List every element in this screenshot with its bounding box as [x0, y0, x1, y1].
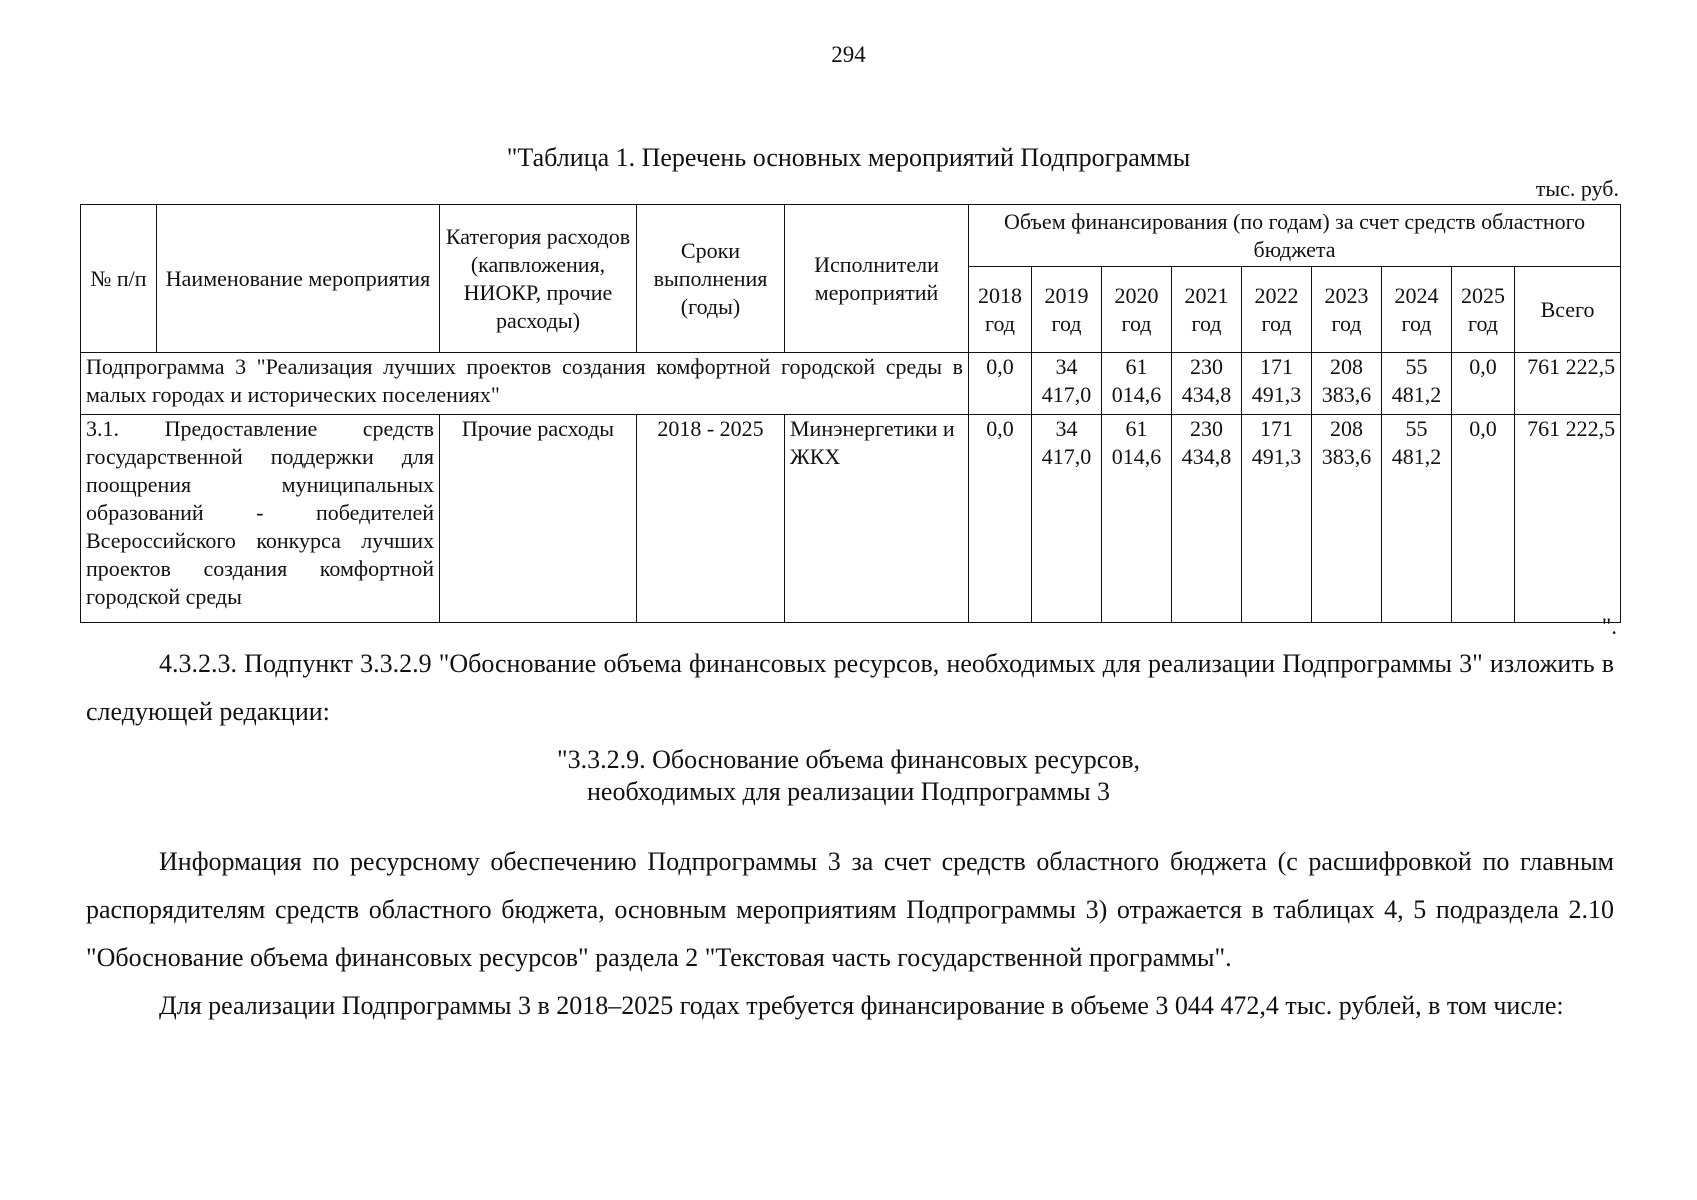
section-heading-line: необходимых для реализации Подпрограммы 3 — [587, 777, 1110, 806]
header-year: 2023 год — [1312, 267, 1382, 353]
subprogram-value: 0,0 — [1452, 353, 1515, 415]
header-year: 2024 год — [1382, 267, 1452, 353]
subprogram-value: 230 434,8 — [1172, 353, 1242, 415]
page-number: 294 — [831, 42, 866, 67]
header-total: Всего — [1515, 267, 1621, 353]
header-year: 2019 год — [1032, 267, 1102, 353]
activity-category: Прочие расходы — [440, 415, 637, 623]
units-label: тыс. руб. — [1535, 176, 1619, 201]
header-executors: Исполнители мероприятий — [785, 205, 969, 353]
header-year: 2018 год — [969, 267, 1032, 353]
activity-value: 230 434,8 — [1172, 415, 1242, 623]
activity-value: 0,0 — [1452, 415, 1515, 623]
header-terms: Сроки выполнения (годы) — [637, 205, 785, 353]
section-heading — [0, 744, 1697, 808]
header-year: 2022 год — [1242, 267, 1312, 353]
subprogram-value: 34 417,0 — [1032, 353, 1102, 415]
subprogram-value: 61 014,6 — [1102, 353, 1172, 415]
subprogram-value: 0,0 — [969, 353, 1032, 415]
header-year: 2020 год — [1102, 267, 1172, 353]
activity-value: 61 014,6 — [1102, 415, 1172, 623]
activity-value: 0,0 — [969, 415, 1032, 623]
paragraph-resources-info: Информация по ресурсному обеспечению Подпрограммы 3 за счет средств областного бюджета (с расшифровкой по главным распорядителям средств областного бюджета, основным мероприятиям Подпрограммы 3) отражается в таблицах 4, 5 подраздела 2.10 "Обоснование объема финансовых ресурсов" раздела 2 "Текстовая часть государственной программы". — [86, 847, 1614, 972]
activity-name: 3.1. Предоставление средств государственной поддержки для поощрения муниципальных образований - победителей Всероссийского конкурса лучших проектов создания комфортной городской среды — [81, 415, 440, 623]
activity-value: 208 383,6 — [1312, 415, 1382, 623]
activity-terms: 2018 - 2025 — [637, 415, 785, 623]
header-funding: Объем финансирования (по годам) за счет средств областного бюджета — [969, 205, 1621, 267]
subprogram-value: 208 383,6 — [1312, 353, 1382, 415]
section-heading-line: "3.3.2.9. Обоснование объема финансовых ресурсов, — [556, 745, 1141, 774]
activity-executors: Минэнергетики и ЖКХ — [785, 415, 969, 623]
header-category: Категория расходов (капвложения, НИОКР, прочие расходы) — [440, 205, 637, 353]
subprogram-total: 761 222,5 — [1515, 353, 1621, 415]
table-row-subprogram — [81, 353, 1621, 415]
table-caption: "Таблица 1. Перечень основных мероприятий Подпрограммы — [506, 143, 1191, 172]
paragraph-financing: Для реализации Подпрограммы 3 в 2018–2025 годах требуется финансирование в объеме 3 044 472,4 тыс. рублей, в том числе: — [159, 991, 1564, 1020]
subprogram-title: Подпрограмма 3 "Реализация лучших проектов создания комфортной городской среды в малых городах и исторических поселениях" — [81, 353, 969, 415]
activity-value: 34 417,0 — [1032, 415, 1102, 623]
header-year: 2025 год — [1452, 267, 1515, 353]
closing-quote: ". — [1601, 614, 1617, 639]
activity-value: 171 491,3 — [1242, 415, 1312, 623]
subprogram-value: 55 481,2 — [1382, 353, 1452, 415]
table-row-activity — [81, 415, 1621, 623]
subprogram-value: 171 491,3 — [1242, 353, 1312, 415]
paragraph-amendment: 4.3.2.3. Подпункт 3.3.2.9 "Обоснование объема финансовых ресурсов, необходимых для реализации Подпрограммы 3" изложить в следующей редакции: — [86, 649, 1614, 726]
activity-total: 761 222,5 — [1515, 415, 1621, 623]
header-num: № п/п — [81, 205, 157, 353]
activities-table — [80, 204, 1621, 623]
activity-value: 55 481,2 — [1382, 415, 1452, 623]
header-name: Наименование мероприятия — [157, 205, 440, 353]
header-year: 2021 год — [1172, 267, 1242, 353]
